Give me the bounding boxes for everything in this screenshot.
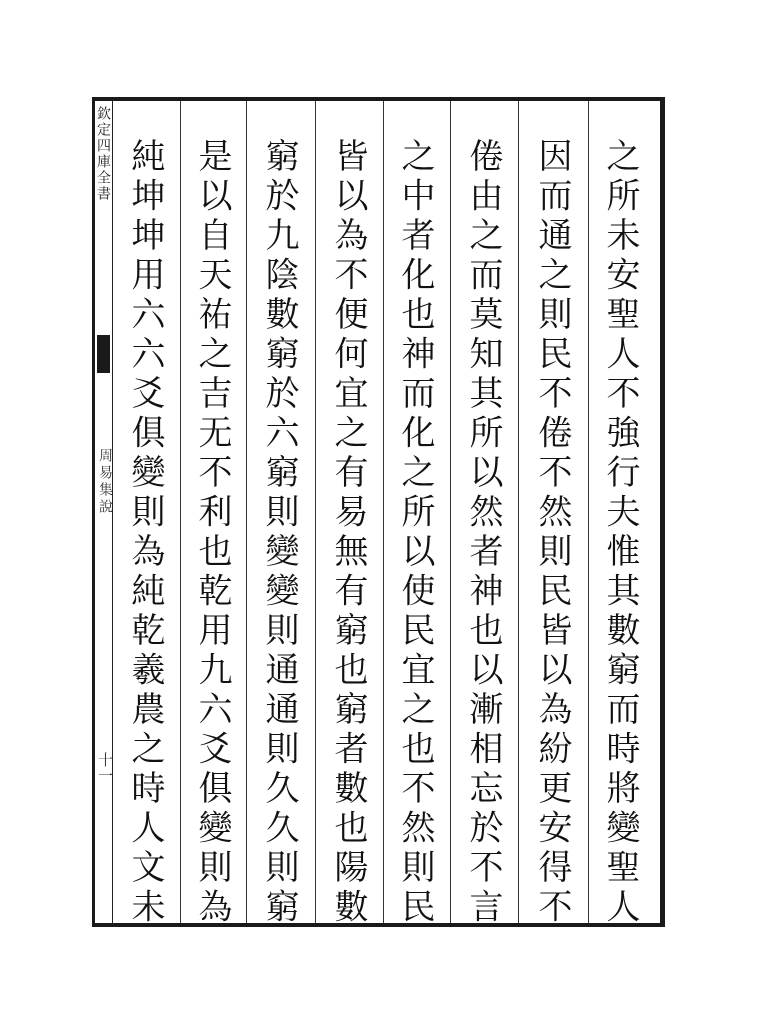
text-column-2: 因而通之則民不倦不然則民皆以為紛更安得不 [532,138,572,928]
text-column-1: 之所未安聖人不強行夫惟其數窮而時將變聖人 [600,138,640,928]
text-column-7: 是以自天祐之吉无不利也乾用九六爻俱變則為 [192,138,232,928]
edge-title: 欽定四庫全書 [95,106,111,202]
column-rule [588,101,589,923]
column-rule [180,101,181,923]
text-column-3: 倦由之而莫知其所以然者神也以漸相忘於不言 [463,138,503,928]
text-column-4: 之中者化也神而化之所以使民宜之也不然則民 [395,138,435,928]
text-column-6: 窮於九陰數窮於六窮則變變則通通則久久則窮 [259,138,299,928]
folio-number: 十一 [96,752,114,784]
text-column-8: 純坤坤用六六爻俱變則為純乾羲農之時人文未 [125,138,165,928]
column-rule [315,101,316,923]
column-rule [246,101,247,923]
fishtail-mark [97,335,110,373]
text-column-5: 皆以為不便何宜之有易無有窮也窮者數也陽數 [328,138,368,928]
column-rule [450,101,451,923]
column-rule [518,101,519,923]
page-border [92,97,665,927]
book-name: 周易集說 [97,448,113,516]
column-rule [383,101,384,923]
